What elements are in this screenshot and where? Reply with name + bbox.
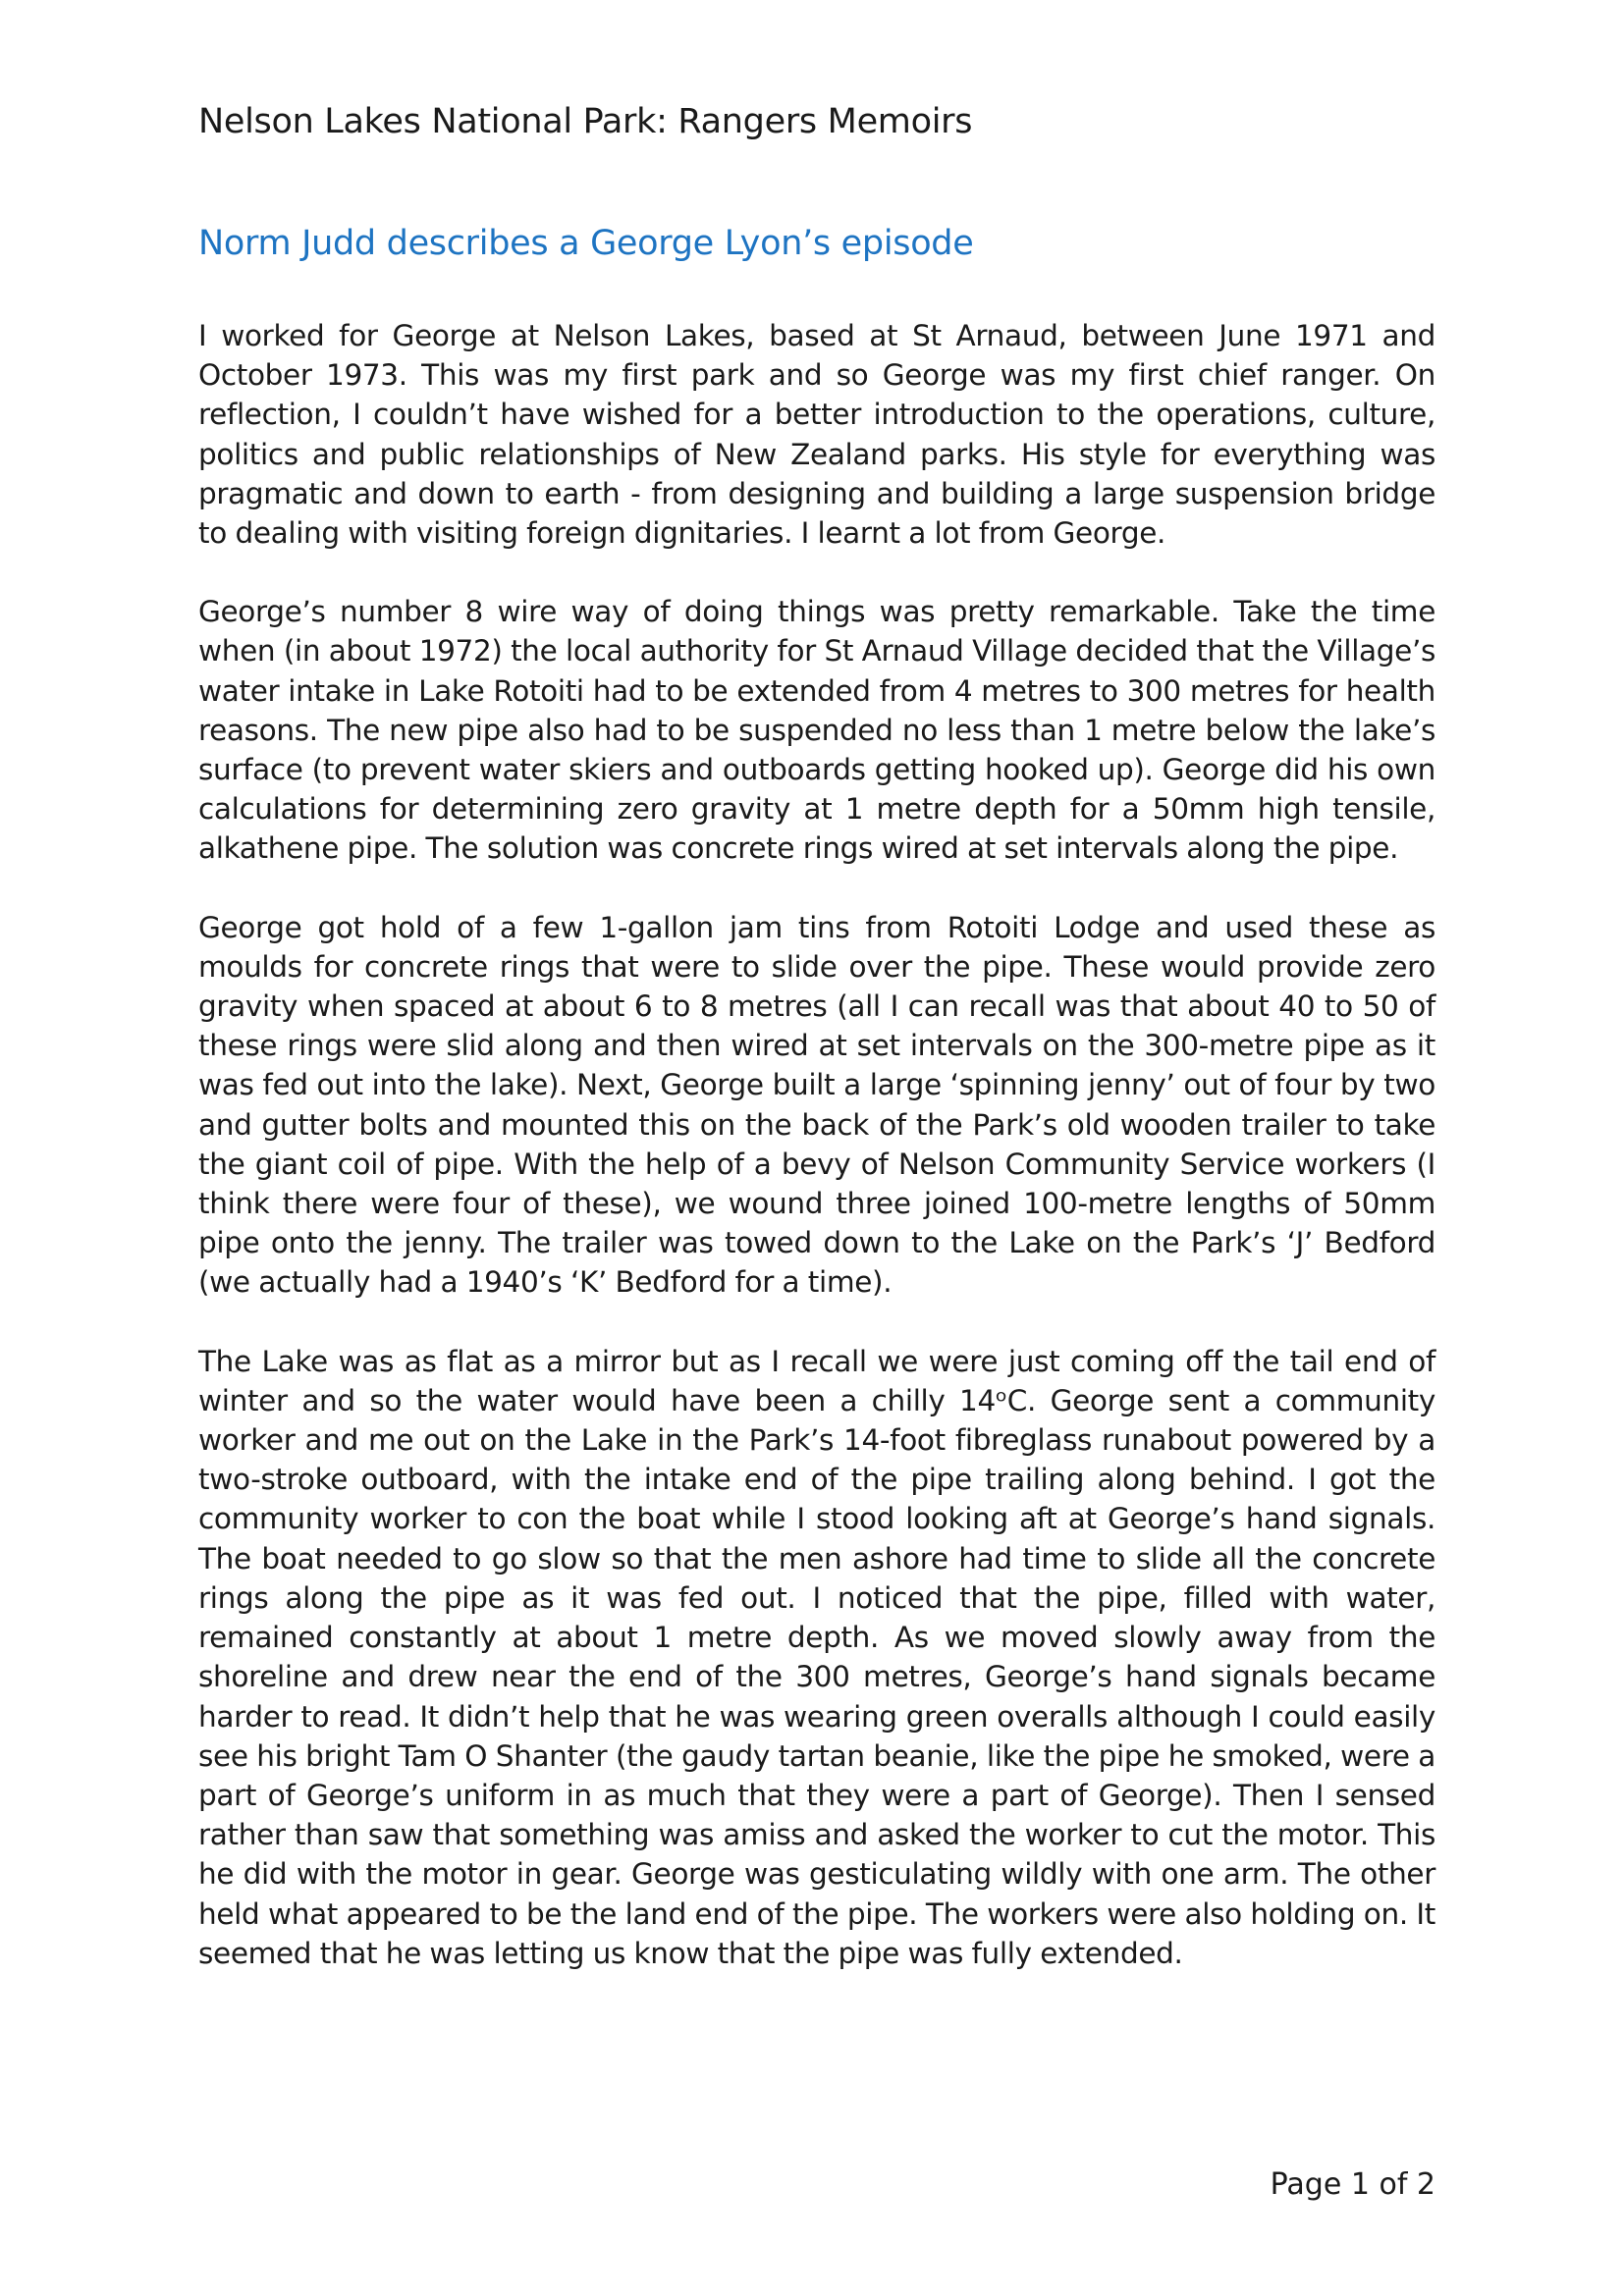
paragraph-1: I worked for George at Nelson Lakes, based at St Arnaud, between June 1971 and October 1973. This was my first park and so George was my first chief ranger. On reflection, I couldn’t have wished for a better introduction to the operations, culture, politics and public relationships of New Zealand parks. His style for everything was pragmatic and down to earth - from designing and building a large suspension bridge to dealing with visiting foreign dignitaries. I learnt a lot from George. <box>198 319 1435 551</box>
paragraph-4: The Lake was as flat as a mirror but as I recall we were just coming off the tail end of winter and so the water would have been a chilly 14ᵒC. George sent a community worker and me out on the Lake in the Park’s 14-foot fibreglass runabout powered by a two-stroke outboard, with the intake end of the pipe trailing along behind. I got the community worker to con the boat while I stood looking aft at George’s hand signals. The boat needed to go slow so that the men ashore had time to slide all the concrete rings along the pipe as it was fed out. I noticed that the pipe, filled with water, remained constantly at about 1 metre depth. As we moved slowly away from the shoreline and drew near the end of the 300 metres, George’s hand signals became harder to read. It didn’t help that he was wearing green overalls although I could easily see his bright Tam O Shanter (the gaudy tartan beanie, like the pipe he smoked, were a part of George’s uniform in as much that they were a part of George). Then I sensed rather than saw that something was amiss and asked the worker to cut the motor. This he did with the motor in gear. George was gesticulating wildly with one arm. The other held what appeared to be the land end of the pipe. The workers were also holding on. It seemed that he was letting us know that the pipe was fully extended. <box>198 1344 1435 1970</box>
running-header: Nelson Lakes National Park: Rangers Memoirs <box>198 102 973 141</box>
article-title: Norm Judd describes a George Lyon’s episode <box>198 224 974 263</box>
page-number: Page 1 of 2 <box>1270 2167 1435 2202</box>
paragraph-3: George got hold of a few 1-gallon jam tins from Rotoiti Lodge and used these as moulds for concrete rings that were to slide over the pipe. These would provide zero gravity when spaced at about 6 to 8 metres (all I can recall was that about 40 to 50 of these rings were slid along and then wired at set intervals on the 300-metre pipe as it was fed out into the lake). Next, George built a large ‘spinning jenny’ out of four by two and gutter bolts and mounted this on the back of the Park’s old wooden trailer to take the giant coil of pipe. With the help of a bevy of Nelson Community Service workers (I think there were four of these), we wound three joined 100-metre lengths of 50mm pipe onto the jenny. The trailer was towed down to the Lake on the Park’s ‘J’ Bedford (we actually had a 1940’s ‘K’ Bedford for a time). <box>198 910 1435 1300</box>
paragraph-2: George’s number 8 wire way of doing things was pretty remarkable. Take the time when (in about 1972) the local authority for St Arnaud Village decided that the Village’s water intake in Lake Rotoiti had to be extended from 4 metres to 300 metres for health reasons. The new pipe also had to be suspended no less than 1 metre below the lake’s surface (to prevent water skiers and outboards getting hooked up). George did his own calculations for determining zero gravity at 1 metre depth for a 50mm high tensile, alkathene pipe. The solution was concrete rings wired at set intervals along the pipe. <box>198 595 1435 866</box>
article-body <box>198 316 1435 2012</box>
